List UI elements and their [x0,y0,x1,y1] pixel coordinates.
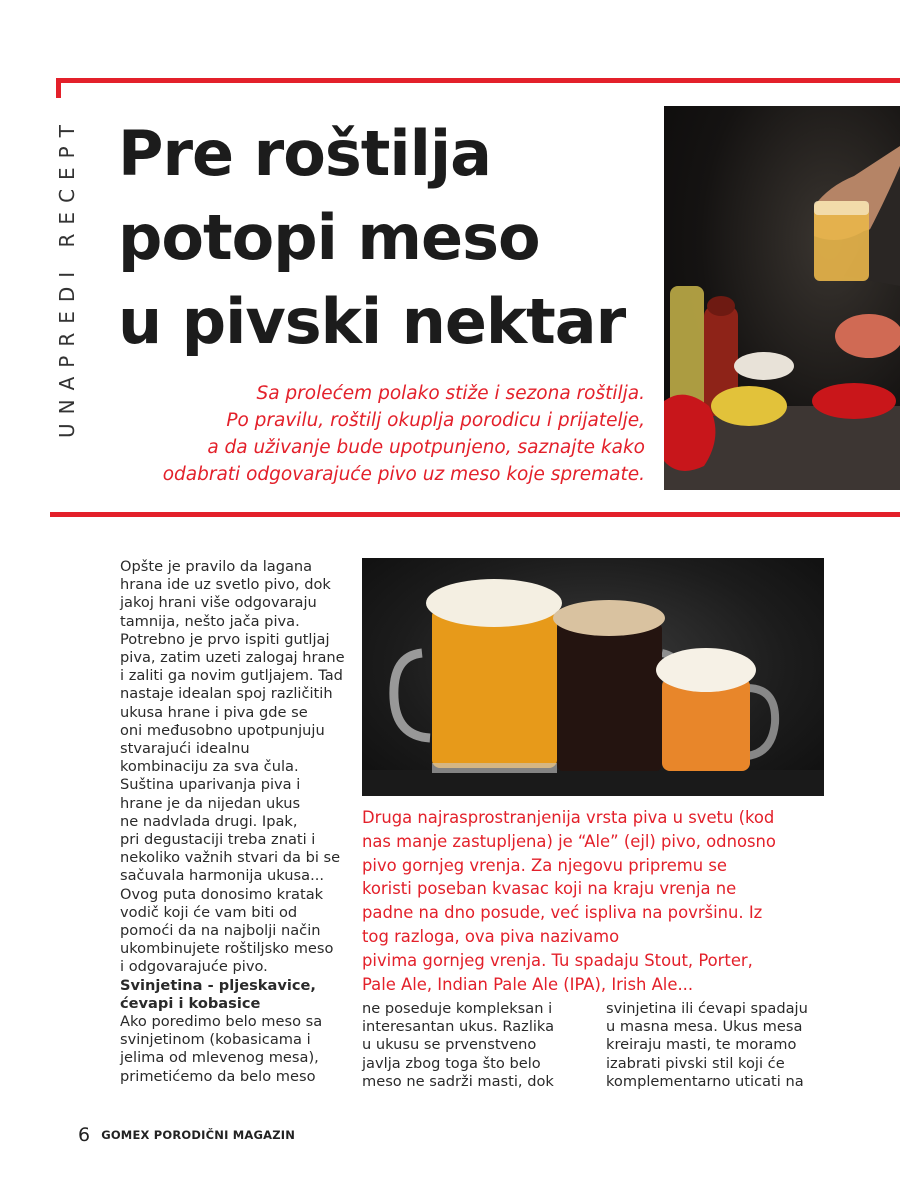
body-line: primetićemo da belo meso [120,1067,316,1085]
lead-line: Po pravilu, roštilj okuplja porodicu i prijatelje, [226,410,645,431]
body-line: pri degustaciji treba znati i [120,831,316,849]
right-mug-handle [747,688,775,756]
left-mug-beer [432,608,557,768]
body-line: u ukusu se prvenstveno [362,1036,537,1054]
highlight-line: koristi poseban kvasac koji na kraju vrenja ne [362,879,737,899]
body-line: pomoći da na najbolji način [120,922,321,940]
beer-mugs-photo [362,558,824,796]
hero-photo-illustration [664,106,900,490]
highlight-line: tog razloga, ova piva nazivamo [362,926,620,946]
body-line: javlja zbog toga što belo [362,1054,541,1072]
body-line: ne poseduje kompleksan i [362,1000,553,1017]
highlight-line: padne na dno posude, već ispliva na površinu. Iz [362,903,763,923]
headline-line: potopi meso [118,201,540,274]
subheading-line: ćevapi i kobasice [120,994,261,1012]
headline [118,112,658,364]
mid-red-rule [50,512,900,517]
body-line: stvarajući idealnu [120,740,250,758]
body-line: kombinaciju za sva čula. [120,758,299,776]
table-reflection [362,770,824,796]
left-mug-handle [394,653,430,738]
body-line: u masna mesa. Ukus mesa [606,1018,803,1036]
right-mug-foam [656,648,756,692]
column-2 [362,1000,592,1091]
body-line: nastaje idealan spoj različitih [120,685,333,703]
body-line: hrana ide uz svetlo pivo, dok [120,576,331,594]
body-line: izabrati pivski stil koji će [606,1054,785,1072]
body-line: svinjetina ili ćevapi spadaju [606,1000,808,1017]
left-mug-base [432,763,557,773]
magazine-name: GOMEX PORODIČNI MAGAZIN [101,1128,296,1142]
page-number: 6 [78,1124,91,1146]
body-line: Ovog puta donosimo kratak [120,885,324,903]
body-line: vodič koji će vam biti od [120,903,298,921]
lead-line: odabrati odgovarajuće pivo uz meso koje spremate. [162,464,645,485]
subheading-line: Svinjetina - pljeskavice, [120,976,316,994]
body-line: ne nadvlada drugi. Ipak, [120,812,298,830]
body-line: nekoliko važnih stvari da bi se [120,849,341,867]
body-line: piva, zatim uzeti zalogaj hrane [120,649,345,667]
body-line: i zaliti ga novim gutljajem. Tad [120,667,343,685]
meat-bowl [835,314,900,358]
body-line: ukusa hrane i piva gde se [120,703,308,721]
body-line: ukombinujete roštiljsko meso [120,940,334,958]
lead-paragraph [100,380,645,488]
headline-line: u pivski nektar [118,285,626,358]
column-1 [120,558,350,1086]
highlight-line: Pale Ale, Indian Pale Ale (IPA), Irish Ale... [362,974,694,994]
highlight-line: nas manje zastupljena) je “Ale” (ejl) pivo, odnosno [362,831,776,851]
body-line: i odgovarajuće pivo. [120,958,268,976]
body-line: Opšte je pravilo da lagana [120,558,313,575]
lead-line: a da uživanje bude upotpunjeno, saznajte kako [207,437,645,458]
grinder-top [707,296,735,316]
body-line: jakoj hrani više odgovaraju [120,594,317,612]
highlight-line: pivo gornjeg vrenja. Za njegovu pripremu se [362,855,727,875]
body-line: Ako poredimo belo meso sa [120,1013,323,1031]
body-line: Potrebno je prvo ispiti gutljaj [120,630,330,648]
beer-mugs-illustration [362,558,824,796]
middle-mug-foam [553,600,665,636]
body-line: Suština uparivanja piva i [120,776,301,794]
body-line: kreiraju masti, te moramo [606,1036,797,1054]
lead-line: Sa prolećem polako stiže i sezona roštilja. [256,383,645,404]
headline-line: Pre roštilja [118,117,491,190]
body-line: meso ne sadrži masti, dok [362,1072,554,1090]
cheese-bowl [711,386,787,426]
body-line: svinjetinom (kobasicama i [120,1031,311,1049]
left-mug-foam [426,579,562,627]
highlight-paragraph [362,806,832,996]
hero-photo [664,106,900,490]
section-label: UNAPREDI RECEPT [55,116,79,438]
body-line: hrane je da nijedan ukus [120,794,301,812]
pour-foam [814,201,869,215]
body-line: komplementarno uticati na [606,1072,804,1090]
column-3 [606,1000,846,1091]
body-line: sačuvala harmonija ukusa... [120,867,325,885]
red-pepper [664,395,715,471]
page-footer [78,1124,295,1146]
body-line: jelima od mlevenog mesa), [120,1049,319,1067]
salt-bowl [734,352,794,380]
body-line: interesantan ukus. Razlika [362,1018,555,1036]
sauce-bowl [812,383,896,419]
left-red-rule [56,78,61,98]
body-line: oni međusobno upotpunjuju [120,721,325,739]
highlight-line: pivima gornjeg vrenja. Tu spadaju Stout, Porter, [362,950,753,970]
highlight-line: Druga najrasprostranjenija vrsta piva u svetu (kod [362,808,775,827]
body-line: tamnija, nešto jača piva. [120,612,300,630]
top-red-rule [56,78,900,83]
middle-mug-beer [557,623,662,771]
